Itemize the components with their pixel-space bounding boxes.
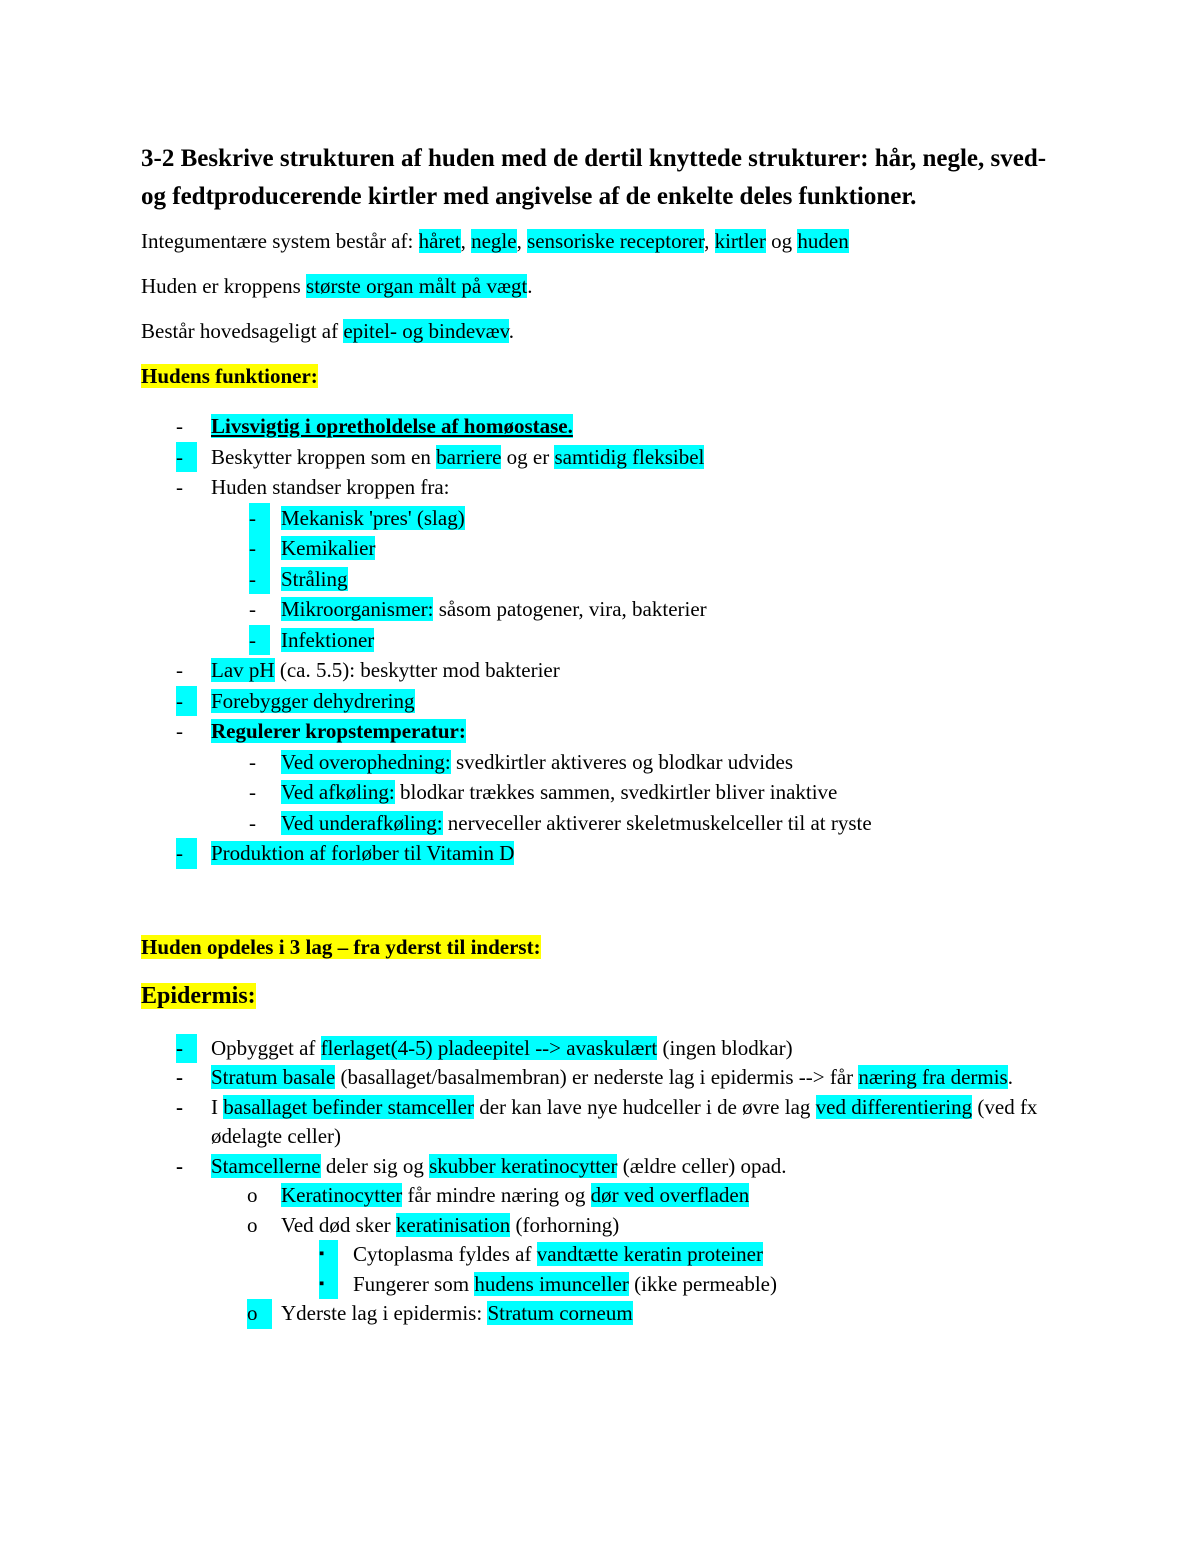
highlight: basallaget befinder stamceller xyxy=(223,1094,474,1119)
highlight: huden xyxy=(797,229,849,253)
text: Opbygget af xyxy=(211,1035,321,1060)
circle-marker: o xyxy=(247,1183,258,1207)
highlight: Ved underafkøling: xyxy=(281,810,443,835)
highlight: Keratinocytter xyxy=(281,1183,403,1207)
text: . xyxy=(527,274,533,298)
highlight: ved differentiering xyxy=(815,1094,973,1119)
dash-marker: - xyxy=(249,810,256,835)
epidermis-heading xyxy=(141,980,1061,1012)
dash-marker: - xyxy=(176,414,183,438)
heading-text: Epidermis: xyxy=(141,982,256,1009)
dash-marker: - xyxy=(176,442,197,473)
highlight: kirtler xyxy=(714,229,766,253)
highlight: dør ved overfladen xyxy=(590,1183,750,1207)
highlight: Ved overophedning: xyxy=(281,749,451,774)
list-item xyxy=(141,808,1061,839)
circle-marker: o xyxy=(247,1299,272,1329)
highlight: Mekanisk 'pres' (slag) xyxy=(281,505,465,530)
dash-marker: - xyxy=(176,1065,183,1089)
text: deler sig og xyxy=(320,1153,430,1178)
list-item xyxy=(141,472,1061,503)
list-item xyxy=(141,1093,1061,1152)
text: Huden standser kroppen fra: xyxy=(211,475,450,499)
circle-marker: o xyxy=(247,1212,258,1237)
list-item xyxy=(141,1034,1061,1064)
highlight: håret xyxy=(418,229,461,253)
dash-marker: - xyxy=(249,503,270,534)
list-item xyxy=(141,564,1061,595)
text: Huden er kroppens xyxy=(141,274,307,298)
text: Fungerer som xyxy=(353,1271,475,1296)
highlight: Lav pH xyxy=(211,658,275,682)
highlight: Ved afkøling: xyxy=(281,780,395,804)
text: Beskytter kroppen som en xyxy=(211,444,437,469)
epidermis-list xyxy=(141,1034,1061,1329)
text: (ingen blodkar) xyxy=(657,1035,793,1060)
highlight: Forebygger dehydrering xyxy=(211,688,415,713)
list-item xyxy=(141,594,1061,625)
text: der kan lave nye hudceller i de øvre lag xyxy=(473,1094,816,1119)
text: (forhorning) xyxy=(510,1212,620,1237)
list-item xyxy=(141,1299,1061,1329)
highlight: Kemikalier xyxy=(281,536,376,560)
highlight: flerlaget(4-5) pladeepitel --> avaskulært xyxy=(320,1035,658,1060)
highlight: Produktion af forløber til Vitamin D xyxy=(211,841,515,865)
highlight: barriere xyxy=(436,444,502,469)
dash-marker: - xyxy=(249,625,270,656)
dash-marker: - xyxy=(249,533,270,564)
highlight: Stråling xyxy=(281,566,348,591)
square-marker: ▪ xyxy=(319,1270,338,1300)
highlight: hudens imunceller xyxy=(474,1271,629,1296)
text: nerveceller aktiverer skeletmuskelceller til at ryste xyxy=(442,810,872,835)
list-item xyxy=(141,747,1061,778)
document-page xyxy=(141,140,1061,1329)
list-item xyxy=(141,716,1061,747)
text: svedkirtler aktiveres og blodkar udvides xyxy=(450,749,794,774)
text: , xyxy=(516,229,528,253)
highlight: Stratum basale xyxy=(211,1065,336,1089)
text: Består hovedsageligt af xyxy=(141,319,344,343)
list-item xyxy=(141,625,1061,656)
text: (ikke permeable) xyxy=(628,1271,777,1296)
list-item xyxy=(141,533,1061,564)
list-item xyxy=(141,1152,1061,1182)
text: (basallaget/basalmembran) er nederste lag i epidermis --> får xyxy=(335,1065,859,1089)
list-item xyxy=(141,1063,1061,1093)
text: såsom patogener, vira, bakterier xyxy=(433,597,707,621)
page-title: 3-2 Beskrive strukturen af huden med de dertil knyttede strukturer: hår, negle, sved- og fedtproducerende kirtler med angivelse af de enkelte deles funktioner. xyxy=(141,145,1047,210)
text: (ca. 5.5): beskytter mod bakterier xyxy=(274,658,560,682)
dash-marker: - xyxy=(176,719,183,743)
highlight: keratinisation xyxy=(395,1212,511,1237)
text: Ved død sker xyxy=(281,1212,396,1237)
list-item xyxy=(141,655,1061,686)
text: Yderste lag i epidermis: xyxy=(281,1301,488,1325)
list-item xyxy=(141,1211,1061,1241)
highlight: Stamcellerne xyxy=(211,1153,321,1178)
text: blodkar trækkes sammen, svedkirtler bliver inaktive xyxy=(394,780,838,804)
square-marker: ▪ xyxy=(319,1240,338,1270)
list-item xyxy=(141,1240,1061,1270)
text: og er xyxy=(501,444,555,469)
intro-paragraph-1 xyxy=(141,226,1061,256)
highlight: Livsvigtig i opretholdelse af homøostase. xyxy=(211,414,573,438)
dash-marker: - xyxy=(176,475,183,499)
dash-marker: - xyxy=(176,1153,183,1178)
text: (ældre celler) opad. xyxy=(617,1153,787,1178)
functions-list xyxy=(141,411,1061,869)
dash-marker: - xyxy=(176,686,197,717)
dash-marker: - xyxy=(176,1034,197,1064)
text: og xyxy=(765,229,798,253)
dash-marker: - xyxy=(249,564,270,595)
list-item xyxy=(141,686,1061,717)
dash-marker: - xyxy=(176,838,197,869)
list-item xyxy=(141,838,1061,869)
dash-marker: - xyxy=(249,749,256,774)
heading-text: Huden opdeles i 3 lag – fra yderst til inderst: xyxy=(141,934,541,959)
text: I xyxy=(211,1094,224,1119)
text: får mindre næring og xyxy=(402,1183,591,1207)
highlight: Stratum corneum xyxy=(487,1301,633,1325)
dash-marker: - xyxy=(176,1094,183,1119)
list-item xyxy=(141,503,1061,534)
text: Integumentære system består af: xyxy=(141,229,419,253)
functions-heading xyxy=(141,361,1061,391)
text: (ved fx ødelagte celler) xyxy=(211,1094,1038,1148)
list-item xyxy=(141,411,1061,442)
intro-paragraph-3 xyxy=(141,316,1061,346)
list-item xyxy=(141,442,1061,473)
highlight: negle xyxy=(471,229,517,253)
highlight: epitel- og bindevæv xyxy=(343,319,509,343)
highlight: Infektioner xyxy=(281,627,375,652)
text: , xyxy=(460,229,472,253)
dash-marker: - xyxy=(249,780,256,804)
highlight: Regulerer kropstemperatur: xyxy=(211,719,466,743)
text: . xyxy=(508,319,515,343)
list-item xyxy=(141,777,1061,808)
highlight: vandtætte keratin proteiner xyxy=(536,1242,763,1266)
text: . xyxy=(1007,1065,1013,1089)
highlight: næring fra dermis xyxy=(858,1065,1008,1089)
highlight: skubber keratinocytter xyxy=(429,1153,618,1178)
layers-heading xyxy=(141,932,1061,962)
list-item xyxy=(141,1270,1061,1300)
text: , xyxy=(704,229,715,253)
text: Cytoplasma fyldes af xyxy=(353,1242,537,1266)
dash-marker: - xyxy=(249,597,256,621)
highlight: største organ målt på vægt xyxy=(306,274,528,298)
highlight: Mikroorganismer: xyxy=(281,597,434,621)
heading-text: Hudens funktioner: xyxy=(141,364,318,388)
intro-paragraph-2 xyxy=(141,271,1061,301)
list-item xyxy=(141,1181,1061,1211)
dash-marker: - xyxy=(176,658,183,682)
highlight: samtidig fleksibel xyxy=(554,444,705,469)
highlight: sensoriske receptorer xyxy=(527,229,705,253)
